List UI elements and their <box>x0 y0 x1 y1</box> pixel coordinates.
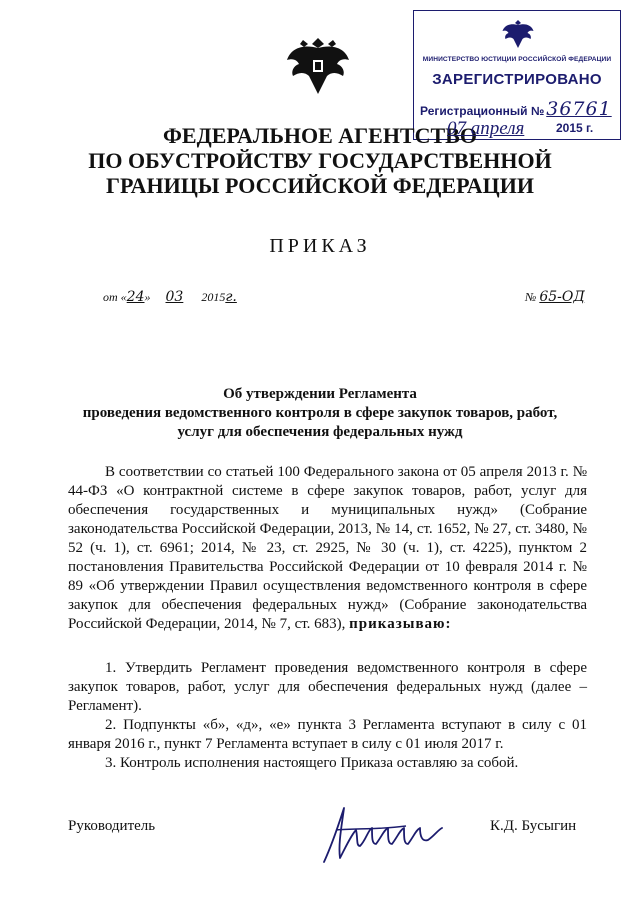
preamble-paragraph <box>68 463 587 634</box>
stamp-registered: ЗАРЕГИСТРИРОВАНО <box>432 71 602 88</box>
agency-line-3: ГРАНИЦЫ РОССИЙСКОЙ ФЕДЕРАЦИИ <box>106 173 534 198</box>
number-value: 65-ОД <box>539 289 585 305</box>
title-line-3: услуг для обеспечения федеральных нужд <box>177 424 463 440</box>
order-number <box>525 289 585 305</box>
order-item-2: 2. Подпункты «б», «д», «е» пункта 3 Регламента вступают в силу с 01 января 2016 г., пункт 7 Регламента вступает в силу с 01 июля 2017 г. <box>68 717 587 752</box>
title-line-1: Об утверждении Регламента <box>223 386 417 402</box>
handwritten-signature-icon <box>316 800 446 870</box>
stamp-reg-number <box>420 98 612 120</box>
stamp-reg-year: 2015 г. <box>556 121 594 135</box>
coat-of-arms-icon <box>283 30 353 98</box>
stamp-ministry: МИНИСТЕРСТВО ЮСТИЦИИ РОССИЙСКОЙ ФЕДЕРАЦИИ <box>422 56 612 63</box>
stamp-reg-value: 36761 <box>546 98 612 120</box>
preamble-text: В соответствии со статьей 100 Федерального закона от 05 апреля 2013 г. № 44-ФЗ «О контрактной системе в сфере закупок товаров, работ, услуг для обеспечения государственных и муниципальных нужд» (Собрание законодательства Российской Федерации, 2013, № 14, ст. 1652, № 27, ст. 3480, № 52 (ч. 1), ст. 6961; 2014, № 23, ст. 2925, № 30 (ч. 1), ст. 4225), пунктом 2 постановления Правительства Российской Федерации от 10 февраля 2014 г. № 89 «Об утверждении Правил осуществления ведомственного контроля в сфере закупок для обеспечения федеральных нужд» (Собрание законодательства Российской Федерации, 2014, № 7, ст. 683), <box>68 464 587 632</box>
date-prefix: от « <box>103 290 127 304</box>
order-title <box>70 385 570 442</box>
date-month: 03 <box>165 289 184 305</box>
number-prefix: № <box>525 290 537 304</box>
signer-name: К.Д. Бусыгин <box>490 818 577 834</box>
order-item-1: 1. Утвердить Регламент проведения ведомственного контроля в сфере закупок товаров, работ, услуг для обеспечения федеральных нужд (далее – Регламент). <box>68 660 587 714</box>
doc-type: ПРИКАЗ <box>269 235 371 257</box>
stamp-emblem-icon <box>500 16 536 50</box>
stamp-reg-label: Регистрационный № <box>420 104 545 118</box>
order-date <box>103 289 237 305</box>
date-mid: » <box>144 290 151 304</box>
agency-line-2: ПО ОБУСТРОЙСТВУ ГОСУДАРСТВЕННОЙ <box>88 148 552 173</box>
date-year-hand: г. <box>225 289 237 305</box>
date-year-prefix: 2015 <box>201 290 226 304</box>
title-line-2: проведения ведомственного контроля в сфере закупок товаров, работ, <box>82 405 558 421</box>
order-word: приказываю: <box>349 616 452 632</box>
date-day: 24 <box>126 289 145 305</box>
agency-line-1: ФЕДЕРАЛЬНОЕ АГЕНТСТВО <box>163 123 477 148</box>
order-item-3: 3. Контроль исполнения настоящего Приказа оставляю за собой. <box>105 755 519 771</box>
stamp-reg-date: 07 апреля <box>447 118 525 139</box>
order-items <box>68 659 587 773</box>
signer-role: Руководитель <box>68 818 156 834</box>
